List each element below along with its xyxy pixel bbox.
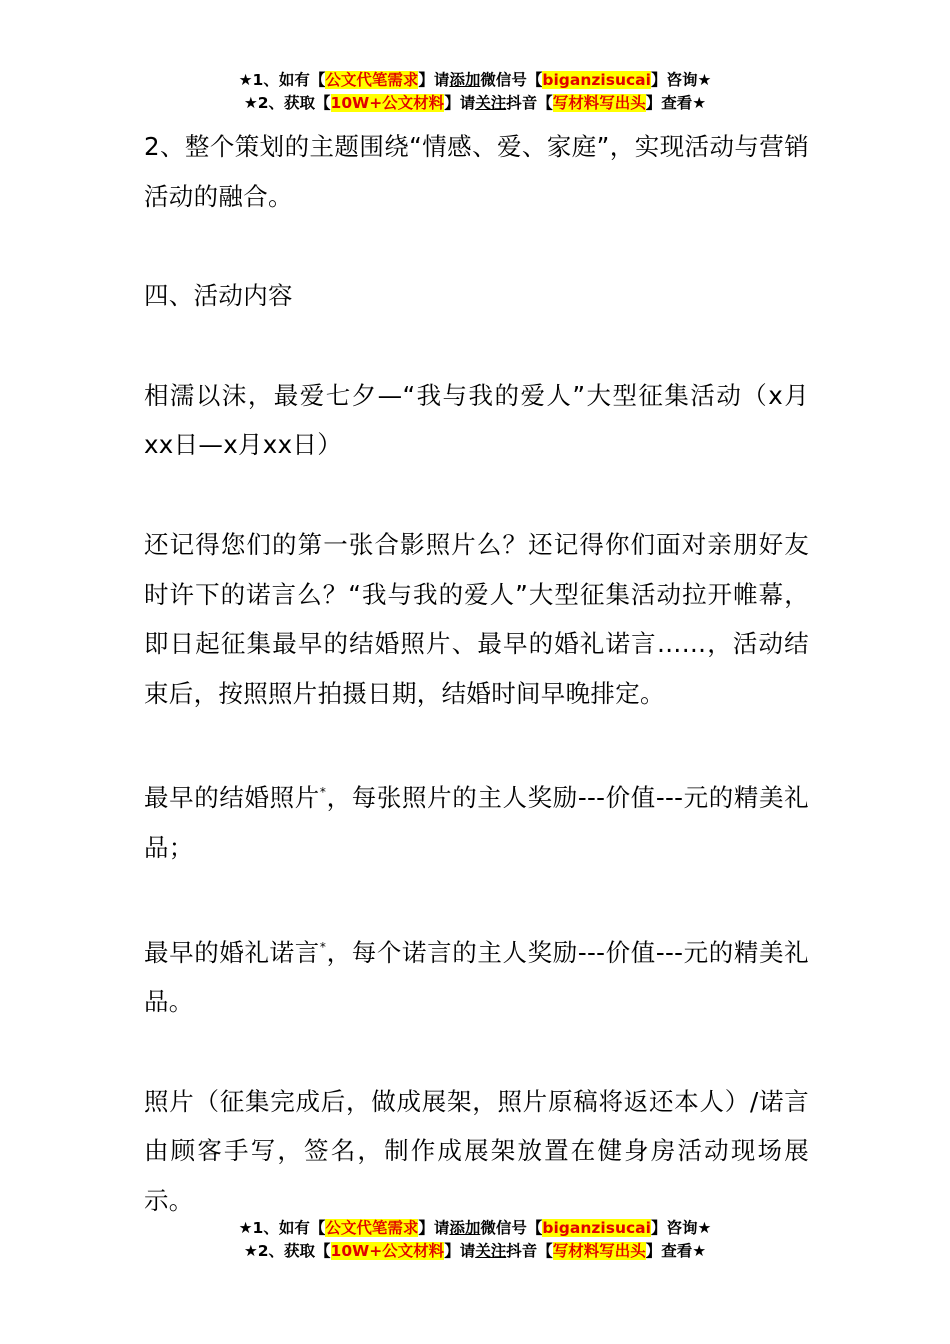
banner-highlight: 写材料写出头 [552,1242,646,1260]
banner-text: 微信号【 [480,71,543,89]
banner-text: 抖音【 [506,94,553,112]
paragraph-1: 2、整个策划的主题围绕“情感、爱、家庭”，实现活动与营销活动的融合。 [144,132,809,211]
header-banner [0,69,950,115]
paragraph-display: 照片（征集完成后，做成展架，照片原稿将返还本人）/诺言由顾客手写，签名，制作成展架放置在健身房活动现场展示。 [144,1086,809,1215]
banner-text: 抖音【 [506,1242,553,1260]
banner-text: 】查看★ [645,94,707,112]
banner-highlight: biganzisucai [542,1219,651,1237]
banner-line-2 [0,1240,950,1263]
banner-underline: 关注 [475,1242,507,1260]
banner-text: 】咨询★ [650,71,712,89]
paragraph-photo-prize: 最早的结婚照片*，每张照片的主人奖励---价值---元的精美礼品； [144,783,809,862]
banner-text: ★1、如有【 [238,1219,326,1237]
banner-text: 】请 [418,71,450,89]
banner-text: 】请 [418,1219,450,1237]
banner-text: ★2、获取【 [243,94,331,112]
footer-banner [0,1217,950,1263]
banner-text: ★2、获取【 [243,1242,331,1260]
paragraph-vow-prize: 最早的婚礼诺言*，每个诺言的主人奖励---价值---元的精美礼品。 [144,937,809,1017]
banner-text: 】查看★ [645,1242,707,1260]
banner-highlight: 10W+公文材料 [330,94,445,112]
banner-text: 】请 [444,1242,476,1260]
banner-highlight: 公文代笔需求 [325,71,419,89]
banner-highlight: 10W+公文材料 [330,1242,445,1260]
banner-highlight: biganzisucai [542,71,651,89]
banner-line-1 [0,69,950,92]
banner-underline: 添加 [449,71,481,89]
paragraph-activity-title: 相濡以沫，最爱七夕—“我与我的爱人”大型征集活动（x月xx日—x月xx日） [144,380,809,460]
banner-text: 】咨询★ [650,1219,712,1237]
banner-highlight: 写材料写出头 [552,94,646,112]
paragraph-activity-desc: 还记得您们的第一张合影照片么？还记得你们面对亲朋好友时许下的诺言么？“我与我的爱人”大型征集活动拉开帷幕，即日起征集最早的结婚照片、最早的婚礼诺言……，活动结束后，按照照片拍摄日期，结婚时间早晚排定。 [144,529,809,708]
banner-text: ★1、如有【 [238,71,326,89]
section-heading: 四、活动内容 [144,281,293,311]
banner-text: 微信号【 [480,1219,543,1237]
banner-underline: 添加 [449,1219,481,1237]
document-body [144,122,809,1226]
banner-line-2 [0,92,950,115]
banner-text: 】请 [444,94,476,112]
banner-line-1 [0,1217,950,1240]
banner-underline: 关注 [475,94,507,112]
banner-highlight: 公文代笔需求 [325,1219,419,1237]
